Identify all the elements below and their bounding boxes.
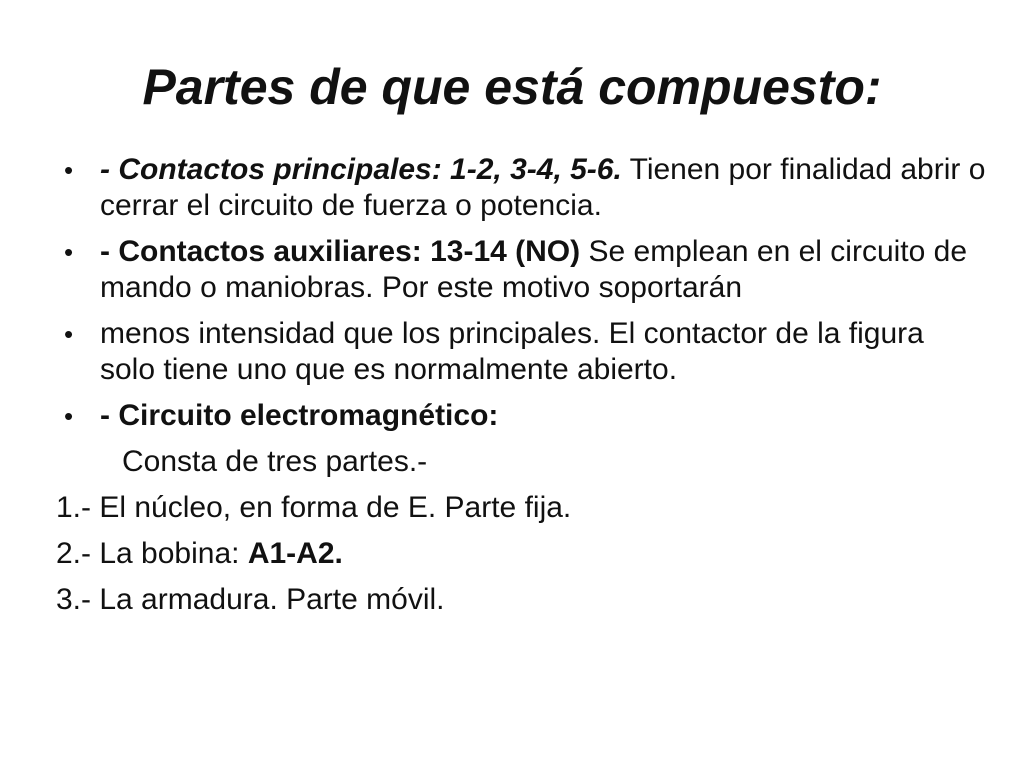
bullet-lead: - Contactos auxiliares: 13-14 (NO) xyxy=(100,235,581,268)
bullet-item-4 xyxy=(56,398,986,434)
bullet-item-1 xyxy=(56,152,986,224)
bullet-text: menos intensidad que los principales. El contactor de la figura solo tiene uno que es normalmente abierto. xyxy=(100,317,924,386)
bullet-item-3 xyxy=(56,316,986,388)
bullet-lead: - Circuito electromagnético: xyxy=(100,399,499,432)
sub-line: Consta de tres partes.- xyxy=(122,445,428,478)
numbered-bold: A1-A2. xyxy=(247,537,343,570)
numbered-text: 2.- La bobina: xyxy=(56,537,248,570)
bullet-icon: • xyxy=(64,155,74,185)
numbered-item-3 xyxy=(56,582,986,618)
numbered-item-2 xyxy=(56,536,986,572)
bullet-icon: • xyxy=(64,319,74,349)
numbered-text: 1.- El núcleo, en forma de E. Parte fija. xyxy=(56,491,572,524)
bullet-icon: • xyxy=(64,237,74,267)
slide-content xyxy=(56,152,986,628)
bullet-icon: • xyxy=(64,401,74,431)
bullet-text: Tienen por finalidad abrir o cerrar el circuito de fuerza o potencia. xyxy=(100,153,986,222)
bullet-item-2 xyxy=(56,234,986,306)
bullet-text: Se emplean en el circuito de mando o maniobras. Por este motivo soportarán xyxy=(100,235,968,304)
slide-title: Partes de que está compuesto: xyxy=(142,59,882,115)
numbered-text: 3.- La armadura. Parte móvil. xyxy=(56,583,445,616)
bullet-lead: - Contactos principales: 1-2, 3-4, 5-6. xyxy=(100,153,622,186)
numbered-item-1 xyxy=(56,490,986,526)
